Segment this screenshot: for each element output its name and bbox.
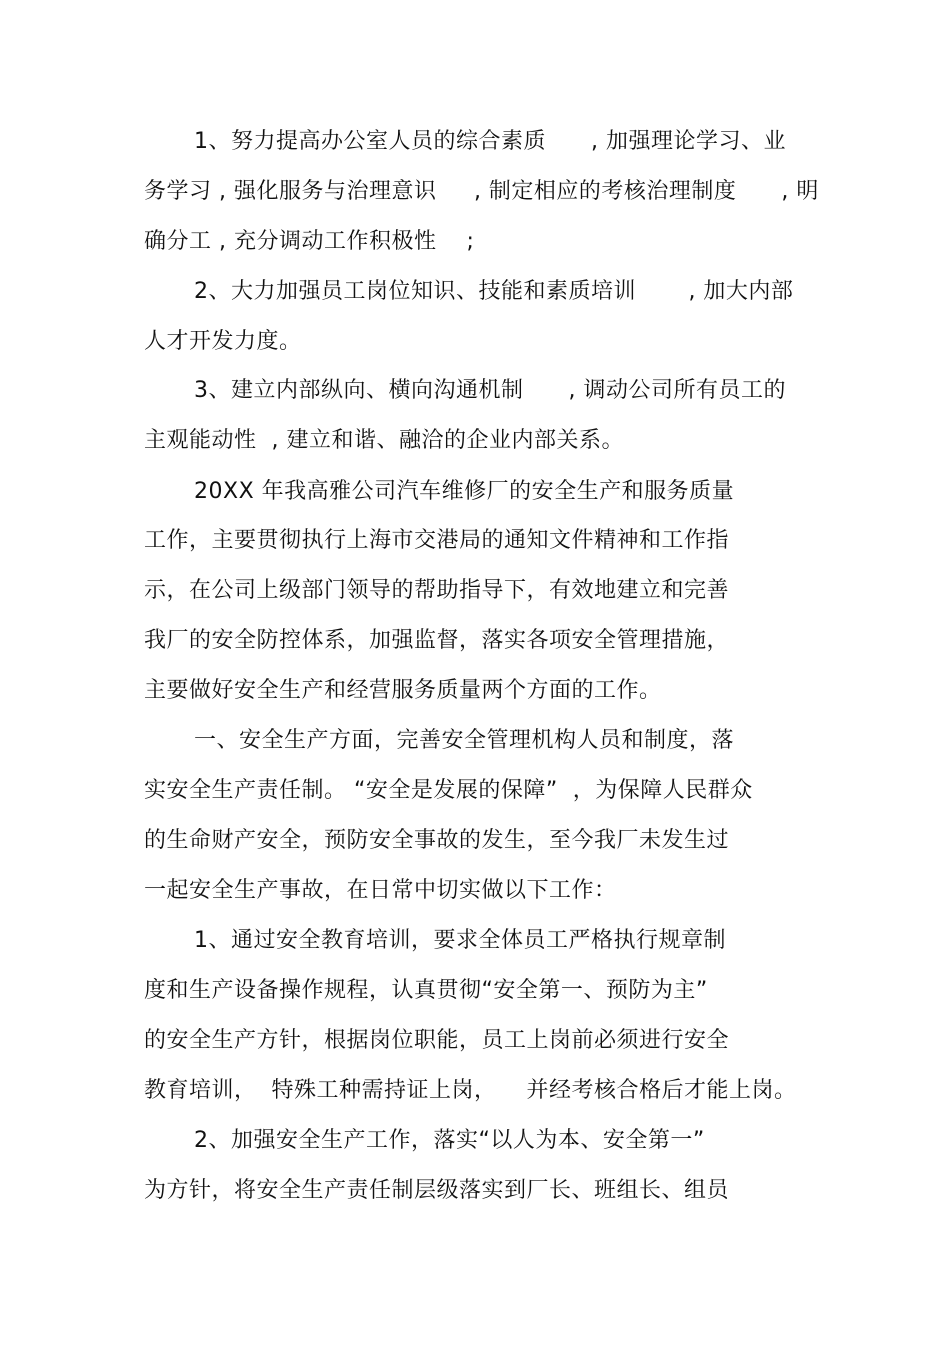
- text-line: 确分工 , 充分调动工作积极性 ;: [144, 229, 475, 254]
- text-line: 2、大力加强员工岗位知识、技能和素质培训 , 加大内部: [194, 279, 794, 304]
- text-line: 一起安全生产事故，在日常中切实做以下工作：: [144, 878, 617, 903]
- text-line: 为方针，将安全生产责任制层级落实到厂长、班组长、组员: [144, 1178, 730, 1203]
- text-line: 的安全生产方针，根据岗位职能，员工上岗前必须进行安全: [144, 1028, 730, 1053]
- text-line: 主要做好安全生产和经营服务质量两个方面的工作。: [144, 678, 662, 703]
- text-line: 教育培训， 特殊工种需持证上岗， 并经考核合格后才能上岗。: [144, 1078, 797, 1103]
- text-line: 务学习 , 强化服务与治理意识 , 制定相应的考核治理制度 , 明: [144, 179, 819, 204]
- text-line: 的生命财产安全，预防安全事故的发生，至今我厂未发生过: [144, 828, 730, 853]
- text-line: 2、加强安全生产工作，落实“以人为本、安全第一”: [194, 1128, 705, 1153]
- text-line: 工作，主要贯彻执行上海市交港局的通知文件精神和工作指: [144, 528, 730, 553]
- text-line: 主观能动性 , 建立和谐、融洽的企业内部关系。: [144, 428, 624, 453]
- text-line: 3、建立内部纵向、横向沟通机制 , 调动公司所有员工的: [194, 378, 786, 403]
- text-line: 实安全生产责任制。 “安全是发展的保障” ，为保障人民群众: [144, 778, 753, 803]
- text-line: 1、通过安全教育培训，要求全体员工严格执行规章制: [194, 928, 726, 953]
- text-line: 我厂的安全防控体系，加强监督，落实各项安全管理措施，: [144, 628, 730, 653]
- text-line: 1、努力提高办公室人员的综合素质 , 加强理论学习、业: [194, 129, 786, 154]
- text-line: 20XX 年我高雅公司汽车维修厂的安全生产和服务质量: [194, 479, 735, 504]
- text-line: 一、安全生产方面，完善安全管理机构人员和制度，落: [194, 728, 735, 753]
- text-line: 度和生产设备操作规程，认真贯彻“安全第一、预防为主”: [144, 978, 708, 1003]
- text-line: 人才开发力度。: [144, 329, 302, 354]
- text-line: 示，在公司上级部门领导的帮助指导下，有效地建立和完善: [144, 578, 730, 603]
